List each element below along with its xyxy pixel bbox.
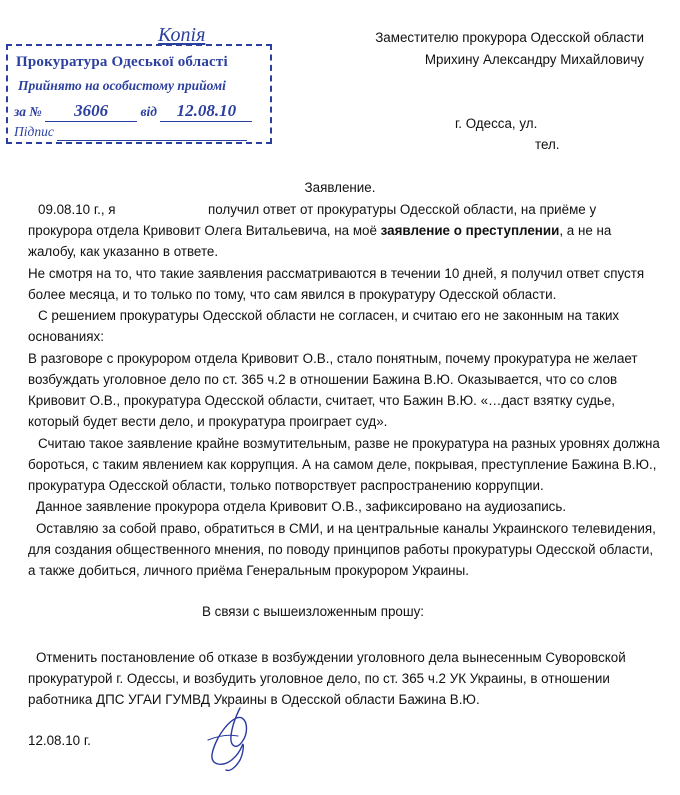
addressee-line1: Заместителю прокурора Одесской области <box>375 30 644 45</box>
p1-line3: жалобу, как указанно в ответе. <box>28 244 219 259</box>
p5-line2: бороться, с таким явлением как коррупция. А на самом деле, покрывая, преступление Бажина В.Ю., <box>28 457 657 472</box>
sender-city: г. Одесса, ул. <box>455 116 538 131</box>
p4-line2: возбуждать уголовное дело по ст. 365 ч.2 в отношении Бажина В.Ю. Оказывается, что со слов <box>28 372 618 387</box>
p3-line2: основаниях: <box>28 329 104 344</box>
p2-line2: более месяца, и то только по тому, что сам явился в прокуратуру Одесской области. <box>28 287 557 302</box>
p4-line4: который будет вести дело, и прокуратура проиграет суд». <box>28 414 388 429</box>
stamp-num-value: 3606 <box>74 101 109 120</box>
request-line3: работника ДПС УГАИ ГУМВД Украины в Одесской области Бажина В.Ю. <box>28 692 480 707</box>
p1-line2-a: прокурора отдела Кривовит Олега Витальевича, на моё <box>28 223 377 238</box>
stamp-signature-label: Підпис <box>14 124 54 139</box>
document-date: 12.08.10 г. <box>28 733 91 748</box>
copy-mark: Копія <box>158 24 206 46</box>
p3-line1: С решением прокуратуры Одесской области не согласен, и считаю его не законным на таких <box>38 308 620 323</box>
stamp-number-row <box>14 101 264 122</box>
stamp-received: Прийнято на особистому прийомі <box>18 78 226 93</box>
request-line1: Отменить постановление об отказе в возбуждении уголовного дела вынесенным Суворовской <box>36 650 626 665</box>
reception-stamp <box>6 24 272 144</box>
p1-line1-b: получил ответ от прокуратуры Одесской области, на приёме у <box>208 202 597 217</box>
p4-line1: В разговоре с прокурором отдела Кривовит О.В., стало понятным, почему прокуратура не желает <box>28 351 638 366</box>
stamp-signature-row <box>14 124 247 141</box>
stamp-num-prefix: за № <box>14 104 42 119</box>
sender-phone: тел. <box>535 137 560 152</box>
p7-line3: а также добиться, личного приёма Генеральным прокурором Украины. <box>28 563 469 578</box>
stamp-org: Прокуратура Одеської області <box>16 54 228 70</box>
p1-line2-b: , а не на <box>559 223 612 238</box>
p5-line3: прокуратура Одесской области, только потворствует распространению коррупции. <box>28 478 544 493</box>
p6-line1: Данное заявление прокурора отдела Кривовит О.В., зафиксировано на аудиозапись. <box>36 499 567 514</box>
p1-line2-bold: заявление о преступлении <box>380 223 560 238</box>
stamp-date-value: 12.08.10 <box>176 101 237 120</box>
addressee-line2: Мрихину Александру Михайловичу <box>424 52 644 67</box>
handwritten-signature <box>196 700 276 775</box>
request-heading: В связи с вышеизложенным прошу: <box>202 604 425 619</box>
p4-line3: Кривовит О.В., прокуратура Одесской области, считает, что Бажин В.Ю. «…даст взятку судье, <box>28 393 616 408</box>
p1-line1-a: 09.08.10 г., я <box>38 202 116 217</box>
stamp-date-prefix: від <box>140 104 157 119</box>
p7-line1: Оставляю за собой право, обратиться в СМИ, и на центральные каналы Украинского телевидения, <box>36 521 656 536</box>
p7-line2: для создания общественного мнения, по поводу принципов работы прокуратуры Одесской области, <box>28 542 654 557</box>
document-title: Заявление. <box>304 180 376 195</box>
p5-line1: Считаю такое заявление крайне возмутительным, разве не прокуратура на разных уровнях должна <box>38 436 660 451</box>
p1-line2 <box>28 220 628 241</box>
request-line2: прокуратурой г. Одессы, и возбудить уголовное дело, по ст. 365 ч.2 УК Украины, в отношении <box>28 671 610 686</box>
p2-line1: Не смотря на то, что такие заявления рассматриваются в течении 10 дней, я получил ответ спустя <box>28 266 645 281</box>
